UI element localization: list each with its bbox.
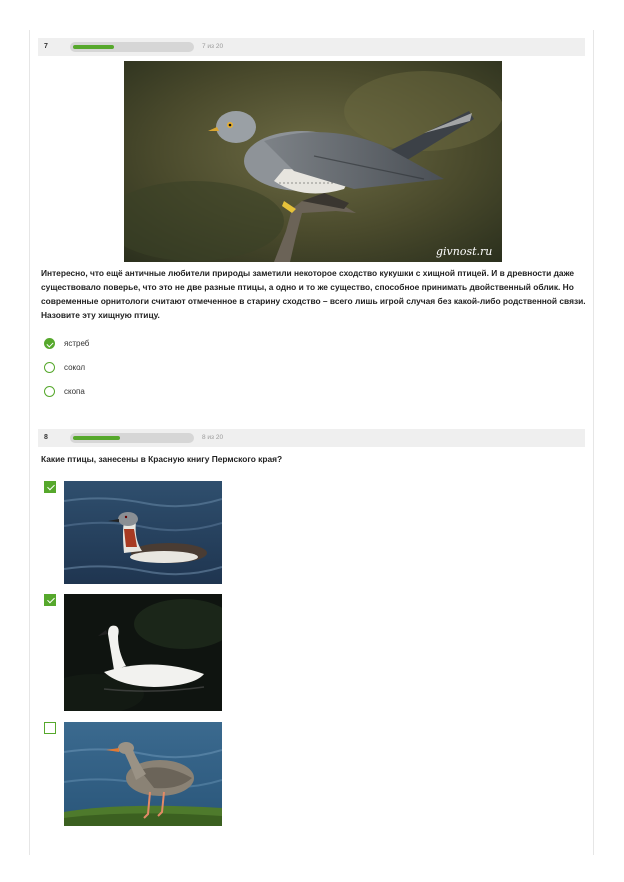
question-number: 8 <box>44 434 48 441</box>
progress-fill <box>73 45 114 49</box>
question-number: 7 <box>44 43 48 50</box>
radio-checked-icon[interactable] <box>44 338 55 349</box>
progress-bar <box>70 42 194 52</box>
checkbox-checked-icon[interactable] <box>44 594 56 606</box>
question-8-header <box>38 429 585 447</box>
question-counter: 8 из 20 <box>202 434 224 441</box>
radio-icon[interactable] <box>44 386 55 397</box>
checkbox-icon[interactable] <box>44 722 56 734</box>
option-label: скопа <box>64 387 85 396</box>
goose-photo[interactable] <box>64 722 222 826</box>
progress-fill <box>73 436 120 440</box>
option-label: ястреб <box>64 339 90 348</box>
cuckoo-photo <box>124 61 502 262</box>
question-8-text: Какие птицы, занесены в Красную книгу Пермского края? <box>41 454 283 464</box>
photo-watermark: givnost.ru <box>436 245 493 258</box>
question-7-header <box>38 38 585 56</box>
progress-bar <box>70 433 194 443</box>
option-label: сокол <box>64 363 86 372</box>
question-counter: 7 из 20 <box>202 43 224 50</box>
checkbox-checked-icon[interactable] <box>44 481 56 493</box>
radio-icon[interactable] <box>44 362 55 373</box>
question-7-text: Интересно, что ещё античные любители природы заметили некоторое сходство кукушки с хищной птицей. И в древности даже существовало поверье, что это не две разные птицы, а одно и то же существо, способное принимать двойственный облик. Но современные орнитологи считают отмеченное в старину сходство – всего лишь игрой случая без какой-либо родственной связи. Назовите эту хищную птицу. <box>41 268 586 320</box>
swan-photo[interactable] <box>64 594 222 711</box>
loon-photo[interactable] <box>64 481 222 584</box>
